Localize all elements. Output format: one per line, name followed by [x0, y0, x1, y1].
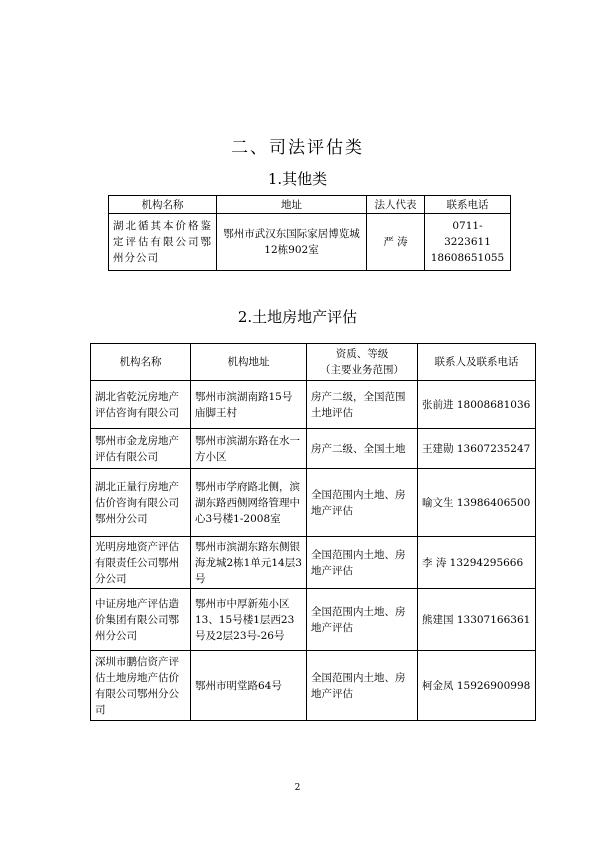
header-qualification: 资质、等级 （主要业务范围）: [307, 344, 418, 381]
contact: 张前进 18008681036: [418, 381, 536, 429]
other-institutions-table: [108, 195, 511, 271]
header-name: 机构名称: [109, 196, 217, 214]
institution-address: 鄂州市武汉东国际家居博览城12栋902室: [217, 214, 367, 271]
table-row: [91, 589, 536, 651]
table-header-row: [109, 196, 511, 214]
header-address: 地址: [217, 196, 367, 214]
phone-mobile: 18608651055: [430, 252, 505, 264]
page-number: 2: [294, 783, 301, 793]
qualification: 全国范围内土地、房地产评估: [307, 651, 418, 721]
subsection-title-land-real-estate: 2.土地房地产评估: [237, 308, 358, 326]
qualification: 全国范围内土地、房地产评估: [307, 589, 418, 651]
header-rep: 法人代表: [367, 196, 425, 214]
qualification: 房产二级、全国土地: [307, 429, 418, 469]
contact: 喻文生 13986406500: [418, 469, 536, 537]
contact-phones: [425, 214, 511, 271]
section-title: 二、司法评估类: [231, 138, 364, 158]
header-name: 机构名称: [91, 344, 191, 381]
table-header-row: [91, 344, 536, 381]
institution-address: 鄂州市滨湖南路15号庙脚王村: [191, 381, 307, 429]
table-row: [91, 429, 536, 469]
contact: 柯金凤 15926900998: [418, 651, 536, 721]
table-row: [109, 214, 511, 271]
table-row: [91, 469, 536, 537]
table-row: [91, 537, 536, 589]
institution-address: 鄂州市滨湖东路东侧银海龙城2栋1单元14层3号: [191, 537, 307, 589]
contact: 李 涛 13294295666: [418, 537, 536, 589]
institution-name: 深圳市鹏信资产评估土地房地产估价有限公司鄂州分公司: [91, 651, 191, 721]
institution-address: 鄂州市滨湖东路在水一方小区: [191, 429, 307, 469]
subsection-title-other: 1.其他类: [267, 170, 328, 188]
table-row: [91, 381, 536, 429]
institution-name: 湖北正量行房地产估价咨询有限公司鄂州分公司: [91, 469, 191, 537]
legal-representative: 严 涛: [367, 214, 425, 271]
institution-address: 鄂州市明堂路64号: [191, 651, 307, 721]
qualification: 全国范围内土地、房地产评估: [307, 469, 418, 537]
header-phone: 联系电话: [425, 196, 511, 214]
institution-name: 湖北循其本价格鉴定评估有限公司鄂州分公司: [109, 214, 217, 271]
qualification: 全国范围内土地、房地产评估: [307, 537, 418, 589]
institution-name: 湖北省乾沅房地产评估咨询有限公司: [91, 381, 191, 429]
contact: 熊建国 13307166361: [418, 589, 536, 651]
header-address: 机构地址: [191, 344, 307, 381]
institution-address: 鄂州市学府路北侧，滨湖东路西侧网络管理中心3号楼1-2008室: [191, 469, 307, 537]
contact: 王建勋 13607235247: [418, 429, 536, 469]
qualification: 房产二级，全国范围土地评估: [307, 381, 418, 429]
land-real-estate-table: [90, 343, 536, 721]
institution-name: 中证房地产评估造价集团有限公司鄂州分公司: [91, 589, 191, 651]
institution-name: 鄂州市金龙房地产评估有限公司: [91, 429, 191, 469]
institution-address: 鄂州市中厚新苑小区13、15号楼1层西23号及2层23号-26号: [191, 589, 307, 651]
header-contact: 联系人及联系电话: [418, 344, 536, 381]
table-row: [91, 651, 536, 721]
institution-name: 光明房地资产评估有限责任公司鄂州分公司: [91, 537, 191, 589]
phone-landline: 0711-3223611: [444, 220, 491, 248]
